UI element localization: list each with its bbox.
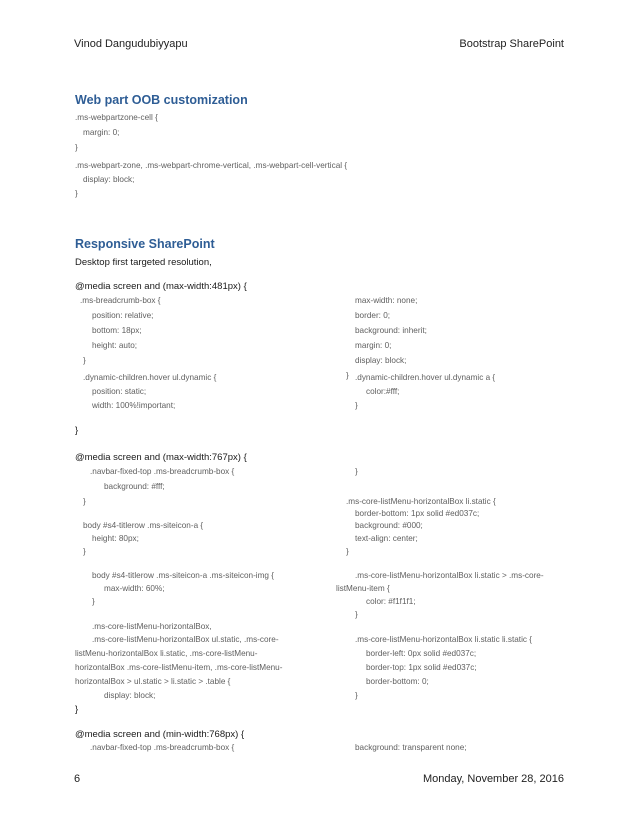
code-line: }	[83, 547, 86, 556]
media-close: }	[75, 704, 79, 715]
code-line: .navbar-fixed-top .ms-breadcrumb-box {	[90, 743, 235, 752]
section-heading: Responsive SharePoint	[75, 237, 215, 251]
code-line: max-width: none;	[355, 296, 418, 305]
code-line: display: block;	[104, 691, 156, 700]
code-line: background: transparent none;	[355, 743, 467, 752]
code-line: .ms-core-listMenu-horizontalBox li.static > .ms-core-	[355, 571, 544, 580]
code-line: border-bottom: 0;	[366, 677, 429, 686]
code-line: .ms-core-listMenu-horizontalBox ul.static, .ms-core-	[92, 635, 279, 644]
code-line: .ms-webpartzone-cell {	[75, 113, 158, 122]
code-line: .dynamic-children.hover ul.dynamic a {	[355, 373, 496, 382]
code-line: text-align: center;	[355, 534, 418, 543]
media-query: @media screen and (max-width:481px) {	[75, 281, 247, 292]
code-line: body #s4-titlerow .ms-siteicon-a .ms-siteicon-img {	[92, 571, 274, 580]
code-line: }	[355, 691, 358, 700]
code-line: .dynamic-children.hover ul.dynamic {	[83, 373, 217, 382]
header-author: Vinod Dangudubiyyapu	[74, 38, 188, 50]
intro-text: Desktop first targeted resolution,	[75, 257, 212, 268]
header-title: Bootstrap SharePoint	[459, 38, 564, 50]
code-line: margin: 0;	[355, 341, 392, 350]
code-line: .ms-core-listMenu-horizontalBox li.static {	[346, 497, 496, 506]
code-line: }	[75, 143, 78, 152]
code-line: .ms-core-listMenu-horizontalBox,	[92, 622, 212, 631]
code-line: }	[83, 497, 86, 506]
code-line: }	[346, 547, 349, 556]
section-heading: Web part OOB customization	[75, 93, 248, 107]
code-line: display: block;	[355, 356, 407, 365]
code-line: height: auto;	[92, 341, 138, 350]
code-line: }	[75, 189, 78, 198]
media-query: @media screen and (min-width:768px) {	[75, 729, 245, 740]
code-line: }	[92, 597, 95, 606]
code-line: color:#fff;	[366, 387, 400, 396]
footer-date: Monday, November 28, 2016	[422, 773, 564, 785]
code-line: border: 0;	[355, 311, 391, 320]
code-line: }	[355, 610, 358, 619]
code-line: }	[83, 356, 86, 365]
code-line: color: #f1f1f1;	[366, 597, 416, 606]
code-line: listMenu-horizontalBox li.static, .ms-core-listMenu-	[75, 649, 258, 658]
code-line: }	[355, 467, 358, 476]
code-line: }	[355, 401, 358, 410]
code-line: listMenu-item {	[336, 584, 390, 593]
code-line: background: #fff;	[104, 482, 165, 491]
code-line: border-top: 1px solid #ed037c;	[366, 663, 477, 672]
code-line: .ms-webpart-zone, .ms-webpart-chrome-vertical, .ms-webpart-cell-vertical {	[75, 161, 348, 170]
code-line: }	[346, 371, 349, 380]
code-line: body #s4-titlerow .ms-siteicon-a {	[83, 521, 204, 530]
code-line: .navbar-fixed-top .ms-breadcrumb-box {	[90, 467, 235, 476]
code-line: display: block;	[83, 175, 135, 184]
code-line: background: #000;	[355, 521, 423, 530]
code-line: horizontalBox > ul.static > li.static > .table {	[75, 677, 231, 686]
code-line: position: static;	[92, 387, 147, 396]
code-line: .ms-breadcrumb-box {	[80, 296, 161, 305]
code-line: border-left: 0px solid #ed037c;	[366, 649, 477, 658]
code-line: max-width: 60%;	[104, 584, 165, 593]
code-line: horizontalBox .ms-core-listMenu-item, .ms-core-listMenu-	[75, 663, 283, 672]
code-line: border-bottom: 1px solid #ed037c;	[355, 509, 480, 518]
code-line: background: inherit;	[355, 326, 427, 335]
page-number: 6	[74, 773, 81, 785]
media-query: @media screen and (max-width:767px) {	[75, 452, 247, 463]
media-close: }	[75, 425, 79, 436]
code-line: bottom: 18px;	[92, 326, 142, 335]
code-line: .ms-core-listMenu-horizontalBox li.static li.static {	[355, 635, 532, 644]
code-line: height: 80px;	[92, 534, 139, 543]
code-line: width: 100%!important;	[92, 401, 176, 410]
code-line: margin: 0;	[83, 128, 120, 137]
code-line: position: relative;	[92, 311, 154, 320]
